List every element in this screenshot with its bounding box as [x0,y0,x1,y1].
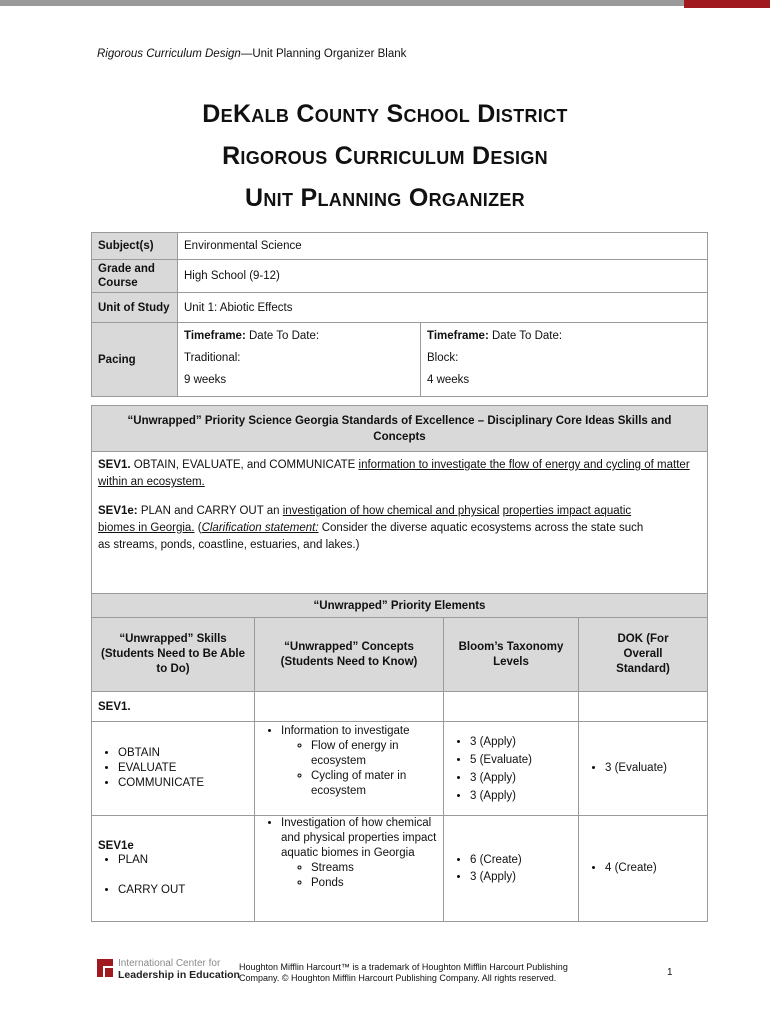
sev1-empty-3 [579,692,708,722]
subject-value: Environmental Science [178,233,708,260]
sev1e-skills-list [96,853,250,898]
sev1e-concept-main: Investigation of how chemical and physical properties impact aquatic biomes in Georgia [281,817,437,859]
copyright-line-1: Houghton Mifflin Harcourt™ is a trademark of Houghton Mifflin Harcourt Publishing [239,962,568,972]
copyright-line-2: Company. © Houghton Mifflin Harcourt Publishing Company. All rights reserved. [239,973,557,983]
sev1-standard [98,457,701,491]
list-item: • CARRY OUT [118,883,250,898]
list-item: • OBTAIN [118,746,250,761]
sev1-dok-list [583,761,703,776]
top-rule [0,0,770,6]
col-dok-header: DOK (For Overall Standard) [579,618,708,692]
sev1e-text: PLAN and CARRY OUT an [137,505,283,517]
sev1e-blooms-cell [444,816,579,922]
title-line-3: Unit Planning Organizer [245,184,525,212]
unit-label: Unit of Study [92,293,178,323]
sev1e-dok-list [583,861,703,876]
sev1e-blooms-list [448,852,574,886]
sev1e-concepts-sublist [281,861,439,891]
col-skills-header: “Unwrapped” Skills (Students Need to Be Able to Do) [92,618,255,692]
timeframe-traditional [184,325,414,347]
sev1-skills-list [96,746,250,791]
sev1e-dok-cell [579,816,708,922]
sev1e-underline-2: properties impact aquatic biomes in Georgia. [98,505,632,534]
list-item: • COMMUNICATE [118,776,250,791]
sev1e-clarification-label: Clarification statement: [201,522,319,534]
elements-heading: “Unwrapped” Priority Elements [92,594,708,618]
pacing-traditional [178,323,421,397]
sev1e-concepts-list [259,816,439,891]
sev1-underlined: information to investigate the flow of energy and cycling of matter within an ecosystem. [98,459,690,488]
timeframe-block [427,325,701,347]
subject-label: Subject(s) [92,233,178,260]
list-item: ◦ Cycling of mater in ecosystem [311,769,439,799]
sev1-text: OBTAIN, EVALUATE, and COMMUNICATE [130,459,359,471]
copyright-notice [239,962,639,984]
sev1e-standard [98,503,658,554]
col-blooms-header: Bloom’s Taxonomy Levels [444,618,579,692]
timeframe-label-block: Timeframe: [427,330,489,342]
grade-label: Grade and Course [92,260,178,293]
timeframe-value: Date To Date: [245,330,320,342]
logo-line-2: Leadership in Education [118,969,240,981]
list-item: • 6 (Create) [470,852,574,869]
col-concepts-header: “Unwrapped” Concepts (Students Need to Know) [255,618,444,692]
sev1e-skills-cell [92,816,255,922]
logo-line-1: International Center for [118,958,221,969]
block-weeks: 4 weeks [427,374,470,386]
list-item [281,816,439,891]
pacing-block [421,323,708,397]
sev1e-concepts-cell [255,816,444,922]
sev1-code: SEV1. [98,459,131,471]
sev1-empty-1 [255,692,444,722]
list-item: • 3 (Apply) [470,733,574,751]
standards-body [92,452,708,594]
list-item: • 3 (Evaluate) [605,761,703,776]
sev1e-underline-1: investigation of how chemical and physical [282,505,500,517]
pacing-label: Pacing [92,323,178,397]
traditional-weeks: 9 weeks [184,374,227,386]
list-item: ◦ Flow of energy in ecosystem [311,739,439,769]
sev1-empty-2 [444,692,579,722]
sev1-concepts-sublist [281,739,439,799]
sev1-row-label: SEV1. [92,692,255,722]
list-item: • 3 (Apply) [470,869,574,886]
sev1-skills-cell [92,722,255,816]
list-item [281,724,439,799]
sev1e-code: SEV1e: [98,505,138,517]
unit-info-table [91,232,708,397]
sev1-concepts-cell [255,722,444,816]
top-accent-bar [684,0,770,8]
sev1-blooms-list [448,733,574,805]
sev1-dok-cell [579,722,708,816]
block-label: Block: [427,352,459,364]
timeframe-label: Timeframe: [184,330,246,342]
running-header [97,48,406,60]
list-item: • 4 (Create) [605,861,703,876]
running-header-rest: —Unit Planning Organizer Blank [240,48,407,60]
list-item: • 3 (Apply) [470,769,574,787]
list-item: ◦ Ponds [311,876,439,891]
title-line-2: Rigorous Curriculum Design [222,142,548,170]
sev1-concept-main: Information to investigate [281,725,410,737]
icle-logo [97,957,240,983]
title-line-1: DeKalb County School District [202,100,568,128]
list-item: • EVALUATE [118,761,250,776]
timeframe-value-block: Date To Date: [488,330,563,342]
sev1e-clarification-text: Consider the diverse aquatic ecosystems across the state such as streams, ponds, coastline, estuaries, and lakes.) [98,522,644,551]
running-header-italic: Rigorous Curriculum Design [97,48,241,60]
grade-value: High School (9-12) [178,260,708,293]
list-item: ◦ Streams [311,861,439,876]
list-item: • PLAN [118,853,250,868]
sev1e-row-label: SEV1e [98,839,134,852]
unit-value: Unit 1: Abiotic Effects [178,293,708,323]
list-item: • 5 (Evaluate) [470,751,574,769]
standards-table [91,405,708,922]
list-item: • 3 (Apply) [470,787,574,805]
logo-mark-inner [105,968,113,977]
page-number: 1 [667,967,673,978]
standards-heading: “Unwrapped” Priority Science Georgia Standards of Excellence – Disciplinary Core Ideas Skills and Concepts [92,406,708,452]
sev1e-paren: ( [194,522,202,534]
sev1-blooms-cell [444,722,579,816]
traditional-label: Traditional: [184,352,241,364]
sev1-concepts-list [259,724,439,799]
